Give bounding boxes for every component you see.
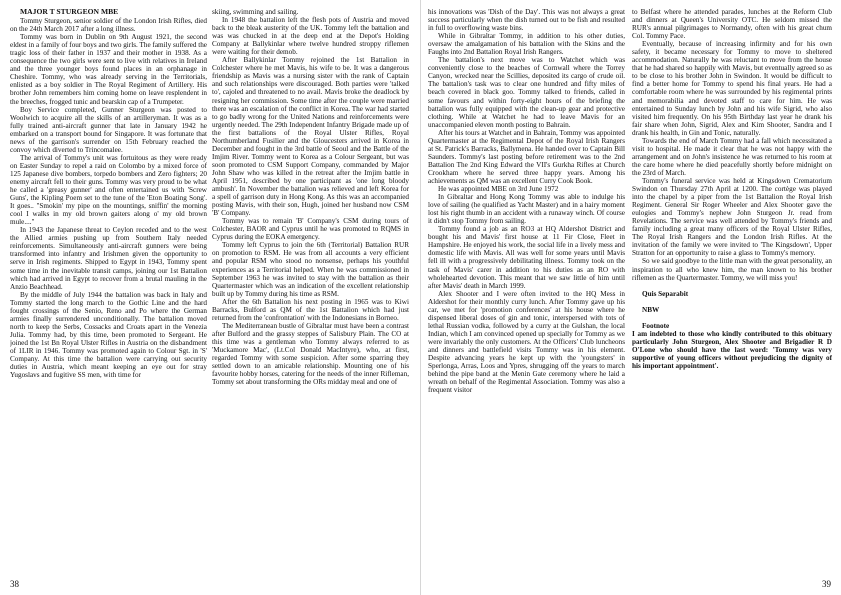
paragraph: The arrival of Tommy's unit was fortuitous as they were ready on Easter Sunday to repel a raid on Colombo by a mixed force of 125 Japanese dive bombers, torpedo bombers and Zero fighters; 20 enemy aircraft fell to their guns. Tommy was very proud to be what he called a 'greasy gunner' and often entertained us with 'Screw Guns', the Kipling Poem set to the tune of the 'Eton Boating Song'. It goes.. "Smokin' my pipe on the mountings, sniffin' the morning cool I walks in my old brown gaiters along o' my old brown mule...." [10,153,207,227]
obituary-heading: MAJOR T STURGEON MBE [20,8,119,16]
right-page-column-2 [632,8,832,580]
right-page-column-1 [428,8,625,580]
paragraph: After his tours at Watchet and in Bahrain, Tommy was appointed Quartermaster at the Regimental Depot of the Royal Irish Rangers at St. Patrick's Barracks, Ballymena. He handed over to Captain Bill Saunders. Tommy's last posting before retirement was to the 2nd Battalion The 2nd King Edward the VII's Gurkha Rifles at Church Crookham where he served three happy years. Among his achievements as QM was an excellent Curry Cook Book. [428,128,625,185]
paragraph: After Ballykinlar Tommy rejoined the 1st Battalion in Colchester where he met Mavis, his wife to be. It was a dangerous friendship as Mavis was a nursing sister with the rank of Captain and such relationships were discouraged. Both parties were 'talked to', cajoled and threatened to no avail. Mavis broke the deadlock by resigning her commission. Some time after the couple were married there was an escalation of the conflict in Korea. The war had started to go badly wrong for the United Nations and reinforcements were urgently needed. The 29th Independent Infantry Brigade made up of the first battalions of the Royal Ulster Rifles, Royal Northumberland Fusilier and the Gloucesters arrived in Korea in December and fought in the 3rd battle of Seoul and the Battle of the Imjim River. Tommy went to Korea as a Colour Sergeant, but was soon promoted to CSM Support Company, commanded by Major John Shaw who was killed in the retreat after the Imjim battle in April 1951, described by one participant as 'one long bloody ambush'. In November the battalion was relieved and left Korea for a spell of garrison duty in Hong Kong. As this was an accompanied posting Mavis, with their son, Hugh, joined her husband now CSM 'B' Company. [212,56,409,218]
footnote-text: I am indebted to those who kindly contributed to this obituary particularly John Sturgeon, Alex Shooter and Brigadier R D O'Lone who should have the last word: 'Tommy was very supportive of young officers without prejudicing the dignity of his important appointment'. [632,329,832,370]
paragraph: Eventually, because of increasing infirmity and for his own safety, it became necessary for Tommy to move to sheltered accommodation. Naturally he was reluctant to move from the house that he had shared so happily with Mavis, but eventually agreed so as to be close to his brother John in Swindon. It would be difficult to find a better home for Tommy to spend his final years. He had a comfortable room where he was surrounded by his regimental prints and memorabilia and devoted staff to care for him. He was entertained to Sunday lunch by John and his wife Sigrid, who also visited him frequently. On his 95th Birthday last year he drank his fair share when John, Sigrid, Alex and Kim Shooter, Sandra and I drank his health, in Gin and Tonic, naturally. [632,40,832,137]
paragraph: After the 6th Battalion his next posting in 1965 was to Kiwi Barracks, Bulford as QM of the 1st Battalion which had just returned from the 'confrontation' with the Indonesians in Borneo. [212,297,409,322]
paragraph: In 1943 the Japanese threat to Ceylon receded and to the west the Allied armies pushing up from Southern Italy needed reinforcements. Simultaneously anti-aircraft gunners were being transformed into infantry and Irishmen given the opportunity to serve in Irish regiments. Shipped to Egypt in 1943, Tommy spent some time in the inevitable transit camps, joining our 1st Battalion which had arrived in Egypt to recover from a brutal mauling in the Anzio Beachhead. [10,226,207,291]
paragraph: In 1948 the battalion left the flesh pots of Austria and moved back to the bleak austerity of the UK. Tommy left the battalion and was was chucked in at the deep end at the Depot's Holding Company at Ballykinlar where twelve hundred stroppy riflemen were waiting for their demob. [212,16,409,57]
right-page [421,0,841,595]
paragraph: skiing, swimming and sailing. [212,8,299,16]
page-number-right: 39 [822,579,831,589]
paragraph: Tommy Sturgeon, senior soldier of the London Irish Rifles, died on the 24th March 2017 after a long illness. [10,17,207,34]
author-initials: NBW [642,305,660,314]
paragraph: Tommy was to remain 'B' Company's CSM during tours of Colchester, BAOR and Cyprus until he was promoted to RQMS in Cyprus during the EOKA emergency. [212,217,409,242]
left-page-column-1 [10,8,207,580]
paragraph: his innovations was 'Dish of the Day'. This was not always a great success particularly when the dish turned out to be fish and resulted in full to overflowing waste bins. [428,8,625,33]
paragraph: Boy Service completed, Gunner Sturgeon was posted to Woolwich to acquire all the skills of an artilleryman. It was as a fully trained anti-aircraft gunner that late in January 1942 he embarked on a transport bound for Singapore. It was fortunate that news of the garrison's surrender on 15th February reached the convoy which diverted to Trincomalee. [10,105,207,154]
page-number-left: 38 [10,579,19,589]
paragraph: So we said goodbye to the little man with the great personality, an inspiration to all who knew him, the man known to his brother riflemen as the Quartermaster. Tommy, we will miss you! [632,257,832,282]
paragraph: By the middle of July 1944 the battalion was back in Italy and Tommy started the long march to the Gothic Line and the hard fought crossings of the Senio, Reno and Po where the German armies finally surrendered unconditionally. The battalion moved north to keep the Serbs, Cossacks and Croats apart in the Venezia Julia. Tommy had, by this time, been promoted to Sergeant. He joined the 1st Bn Royal Ulster Rifles in Austria on the disbandment of 1LIR in 1946. Tommy was promoted again to Colour Sgt. in 'S' Company. At this time the battalion were carrying out security duties in Austria, which meant keeping an eye out for stray Yugoslavs and fugitive SS men, with time for [10,290,207,380]
left-page-column-2 [212,8,409,580]
paragraph: In Gibraltar and Hong Kong Tommy was able to indulge his love of sailing (he qualified as Yacht Master) and in a hairy moment lost his right thumb in an accident with a runaway winch. Of course it didn't stop Tommy from sailing. [428,193,625,226]
paragraph: Tommy found a job as an RO3 at HQ Aldershot District and bought his and Mavis' first house at 11 Fir Close, Fleet in Hampshire. He enjoyed his work, the social life in a lively mess and domestic life with Mavis. All was well for some years until Mavis fell ill with a progressively debilitating illness. Tommy took on the task of Mavis' carer in addition to his duties as an RO with wholehearted devotion. This meant that we saw little of him until after Mavis' death in March 1999. [428,225,625,290]
paragraph: Tommy was born in Dublin on 9th August 1921, the second eldest in a family of four boys and two girls. The family suffered the tragic loss of their father in 1937 and their mother in 1938. As a consequence the two girls were sent to live with relatives in Ireland and the three younger boys found places in an orphanage in Cheshire. Tommy, who was already serving in the Territorials, enlisted as a boy soldier in The Royal Regiment of Artillery. His brother John remembers him coming home on leave resplendent in the breeches, frogged tunic and bearskin cap of a Trumpeter. [10,33,207,106]
paragraph: He was appointed MBE on 3rd June 1972 [438,185,559,194]
paragraph: Tommy's funeral service was held at Kingsdown Crematorium Swindon on Thursday 27th April at 1200. The cortège was played into the chapel by a piper from the 1st Battalion the Royal Irish Regiment. General Sir Roger Wheeler and Alex Shooter gave the eulogies and Tommy's nephew John Sturgeon Jr. read from Revelations. The service was well attended by Tommy's friends and family including a great many officers of the Royal Ulster Rifles, The Royal Irish Rangers and the London Irish Rifles. At the invitation of the family we were invited to 'The Kingsdown', Upper Stratton for an opportunity to raise a glass to Tommy's memory. [632,176,832,258]
paragraph: Towards the end of March Tommy had a fall which necessitated a visit to hospital. He made it clear that he was not happy with the arrangement and on John's insistence he was returned to his room at the care home where he died peacefully shortly before midnight on the 23rd of March. [632,136,832,177]
paragraph: to Belfast where he attended parades, lunches at the Reform Club and dinners at Queen's University OTC. He seldom missed the RUR's annual pilgrimages to Normandy, often with his great chum Col. Tommy Pace. [632,8,832,41]
footnote-label: Footnote [642,321,670,330]
left-page [0,0,420,595]
paragraph: The Mediterranean bustle of Gibraltar must have been a contrast after Bulford and the grassy steppes of Salisbury Plain. The CO at this time was a gentleman who Tommy always referred to as 'Muckamore Mac', (Lt.Col Donald MacIntyre), who, at first, regarded Tommy with some suspicion. After some sparring they settled down to an amicable relationship. Mounting one of his favourite hobby horses, catering for the needs of the inner Rifleman, Tommy set about transforming the ORs midday meal and one of [212,321,409,387]
paragraph: Alex Shooter and I were often invited to the HQ Mess in Aldershot for their monthly curry lunch. After Tommy gave up his car, we met for 'promotion conferences' at his house where he dispensed liberal doses of gin and tonic, interspersed with tots of lethal Russian vodka, followed by a curry at the Gulshan, the local Indian, which I am convinced opened up specially for Tommy as we were invariably the only customers. At the Officers' Club luncheons and dinners and battlefield visits Tommy was in his element. Despite advancing years he kept up with the 'youngsters' in Sperlonga, Arras, Loos and Ypres, shrugging off the years to march behind the pipe band at the Menin Gate ceremony where he laid a wreath on behalf of the Regimental Association. Tommy was also a frequent visitor [428,289,625,395]
paragraph: The battalion's next move was to Watchet which was conveniently close to the beaches of Cornwall where the Torrey Canyon, wrecked near the Scillies, deposited its cargo of crude oil. The battalion's task was to clear one hundred and fifty miles of beach covered in black goo. Tommy talked to friends, called in some favours and within forty-eight hours of the briefing the battalion was fully equipped with the clean-up gear and protective clothing. While at Watchet he had to leave Mavis for an unaccompanied eleven month posting to Bahrain. [428,56,625,129]
paragraph: While in Gibraltar Tommy, in addition to his other duties, oversaw the amalgamation of his battalion with the Skins and the Faughs into 2nd Battalion Royal Irish Rangers. [428,32,625,57]
paragraph: Tommy left Cyprus to join the 6th (Territorial) Battalion RUR on promotion to RSM. He was from all accounts a very efficient and popular RSM who stood no nonsense, perhaps his youthful experiences as a Territorial helped. When he was commissioned in September 1963 he was invited to stay with the battalion as their Quartermaster which was an indication of the excellent relationship built up by Tommy during his time as RSM. [212,241,409,298]
signoff-motto: Quis Separabit [642,289,689,298]
